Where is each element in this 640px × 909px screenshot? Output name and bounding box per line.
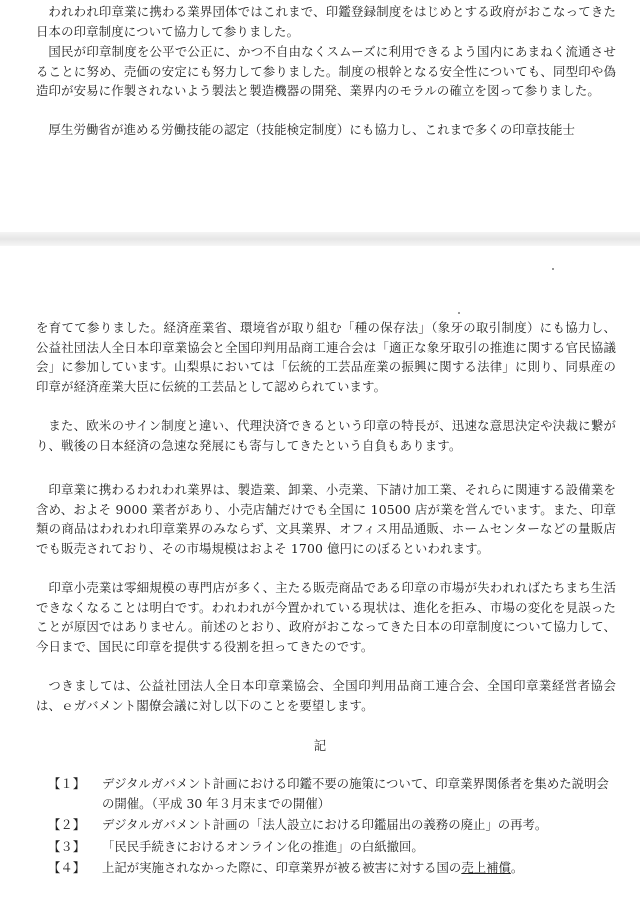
paragraph-industry-scale: 印章業に携わるわれわれ業界は、製造業、卸業、小売業、下請け加工業、それらに関連する設備業を含め、およそ 9000 業者があり、小売店舗だけでも全国に 10500 店が業を営んでいます。また、印章類の商品はわれわれ印章業界のみならず、文具業界、オフィス用品通販、ホームセンターなどの量販店でも販売されており、その市場規模はおよそ 1700 億円にのぼるといわれます。 [36,482,616,556]
section-mark-ki: 記 [313,738,327,753]
request-list [48,774,618,880]
list-item [48,774,618,813]
list-item-text: 上記が実施されなかった際に、印章業界が被る被害に対する国の [102,860,462,876]
list-item [48,858,618,878]
list-item [48,815,618,835]
list-item-number: 【１】 [48,776,86,791]
list-item-number: 【２】 [48,817,86,833]
underlined-sales-compensation: 売上補償 [461,860,511,876]
paragraph-signature-system: また、欧米のサイン制度と違い、代理決済できるという印章の特長が、迅速な意思決定や決裁に繋がり、戦後の日本経済の急速な発展にも寄与してきたという自負もあります。 [36,418,616,453]
list-item-text: デジタルガバメント計画における印鑑不要の施策について、印章業界関係者を集めた説明会の開催。（平成 30 年３月末までの開催） [102,776,609,811]
paragraph-request-intro: つきましては、公益社団法人全日本印章業協会、全国印判用品商工連合会、全国印章業経営者協会は、ｅガバメント閣僚会議に対し以下のことを要望します。 [36,678,616,713]
list-item-text: 「民民手続きにおけるオンライン化の推進」の白紙撤回。 [102,838,424,854]
scan-speck [458,312,460,314]
paragraph-skill-certification-continued: を育てて参りました。経済産業省、環境省が取り組む「種の保存法」（象牙の取引制度）にも協力し、公益社団法人全日本印章業協会と全国印判用品商工連合会は「適正な象牙取引の推進に関する官民協議会」に参加しています。山梨県においては「伝統的工芸品産業の振興に関する法律」に則り、同県産の印章が経済産業大臣に伝統的工芸品として認められています。 [36,320,616,394]
paragraph-cooperation-seal-registration: われわれ印章業に携わる業界団体ではこれまで、印鑑登録制度をはじめとする政府がおこなってきた日本の印章制度について協力して参りました。 [36,4,616,39]
document-page-bottom [0,246,640,909]
list-item-text: デジタルガバメント計画の「法人設立における印鑑届出の義務の廃止」の再考。 [102,817,548,833]
scan-speck [552,268,554,270]
paragraph-distribution-safety: 国民が印章制度を公平で公正に、かつ不自由なくスムーズに利用できるよう国内にあまねく流通させることに努め、売価の安定にも努力して参りました。制度の根幹となる安全性についても、同型印や偽造印が安易に作製されないよう製法と製造機器の開発、業界内のモラルの確立を図って参りました。 [36,44,616,99]
list-item-number: 【４】 [48,860,86,876]
list-item-number: 【３】 [48,838,86,854]
list-item-text-end: 。 [510,860,524,876]
page-break-divider [0,232,640,246]
paragraph-skill-certification-start: 厚生労働省が進める労働技能の認定（技能検定制度）にも協力し、これまで多くの印章技能士 [48,122,576,137]
list-item [48,837,618,857]
paragraph-retail-situation: 印章小売業は零細規模の専門店が多く、主たる販売商品である印章の市場が失われればたちまち生活できなくなることは明白です。われわれが今置かれている現状は、進化を拒み、市場の変化を見誤ったことが原因ではありません。前述のとおり、政府がおこなってきた日本の印章制度について協力して、今日まで、国民に印章を提供する役割を担ってきたのです。 [36,580,616,654]
document-page-top [0,0,640,232]
